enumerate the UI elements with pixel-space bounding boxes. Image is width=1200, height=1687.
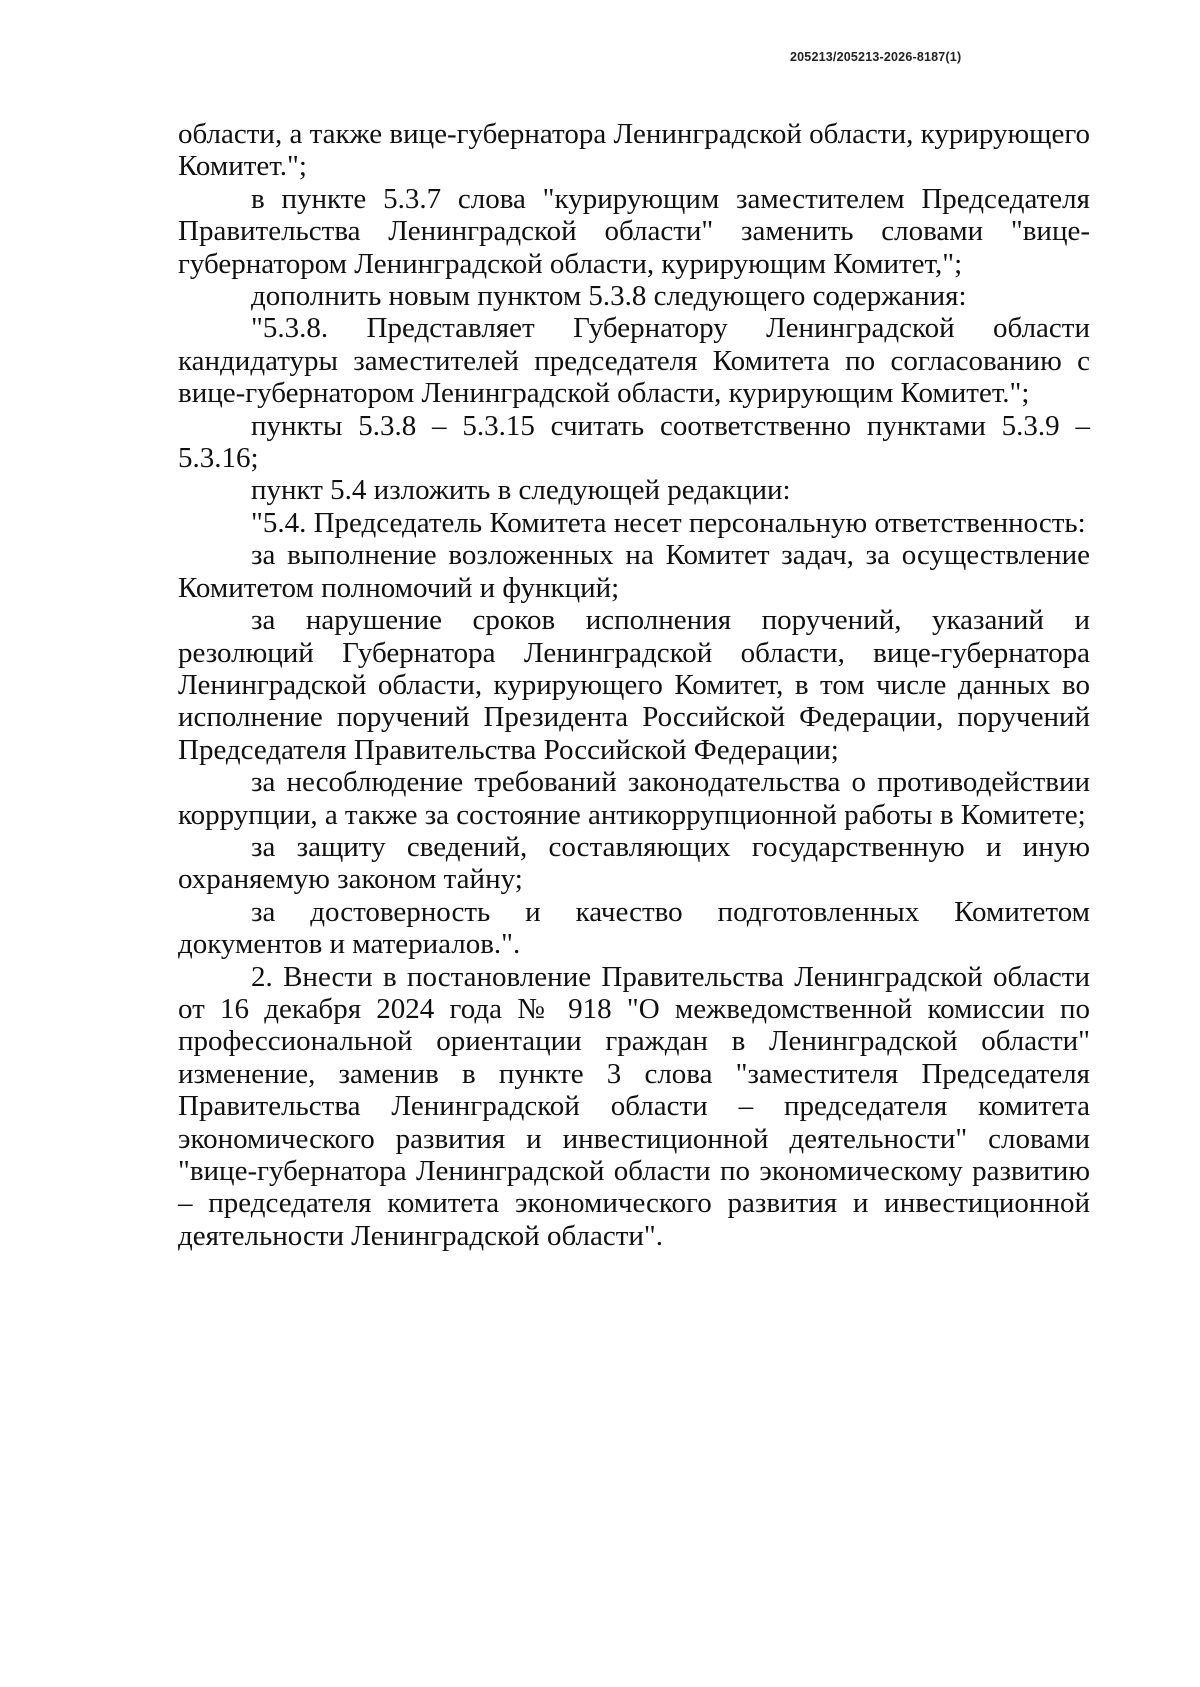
paragraph: за выполнение возложенных на Комитет задач, за осуществление Комитетом полномочий и функций; xyxy=(178,539,1090,604)
paragraph: дополнить новым пунктом 5.3.8 следующего содержания: xyxy=(251,280,967,313)
paragraph: области, а также вице-губернатора Ленинградской области, курирующего Комитет."; xyxy=(178,118,1090,183)
document-id: 205213/205213-2026-8187(1) xyxy=(790,50,962,64)
paragraph: пункты 5.3.8 – 5.3.15 считать соответственно пунктами 5.3.9 – 5.3.16; xyxy=(178,409,1090,475)
paragraph: за нарушение сроков исполнения поручений, указаний и резолюций Губернатора Ленинградской области, вице-губернатора Ленинградской области, курирующего Комитет, в том числе данных во исполнение поручений Президента Российской Федерации, поручений Председателя Правительства Российской Федерации; xyxy=(178,604,1090,766)
paragraph: за защиту сведений, составляющих государственную и иную охраняемую законом тайну; xyxy=(178,830,1090,896)
paragraph: "5.3.8. Представляет Губернатору Ленинградской области кандидатуры заместителей председателя Комитета по согласованию с вице-губернатором Ленинградской области, курирующим Комитет."; xyxy=(178,312,1090,410)
document-body xyxy=(178,118,1090,1252)
paragraph: 2. Внести в постановление Правительства Ленинградской области от 16 декабря 2024 года № 918 "О межведомственной комиссии по профессиональной ориентации граждан в Ленинградской области" изменение, заменив в пункте 3 слова "заместителя Председателя Правительства Ленинградской области – председателя комитета экономического развития и инвестиционной деятельности" словами "вице-губернатора Ленинградской области по экономическому развитию – председателя комитета экономического развития и инвестиционной деятельности Ленинградской области". xyxy=(178,960,1090,1252)
paragraph: "5.4. Председатель Комитета несет персональную ответственность: xyxy=(251,506,1086,539)
paragraph: за достоверность и качество подготовленных Комитетом документов и материалов.". xyxy=(178,895,1090,961)
paragraph: в пункте 5.3.7 слова "курирующим заместителем Председателя Правительства Ленинградской области" заменить словами "вице-губернатором Ленинградской области, курирующим Комитет,"; xyxy=(178,182,1090,280)
paragraph: пункт 5.4 изложить в следующей редакции: xyxy=(251,474,791,507)
paragraph: за несоблюдение требований законодательства о противодействии коррупции, а также за состояние антикоррупционной работы в Комитете; xyxy=(178,766,1090,831)
